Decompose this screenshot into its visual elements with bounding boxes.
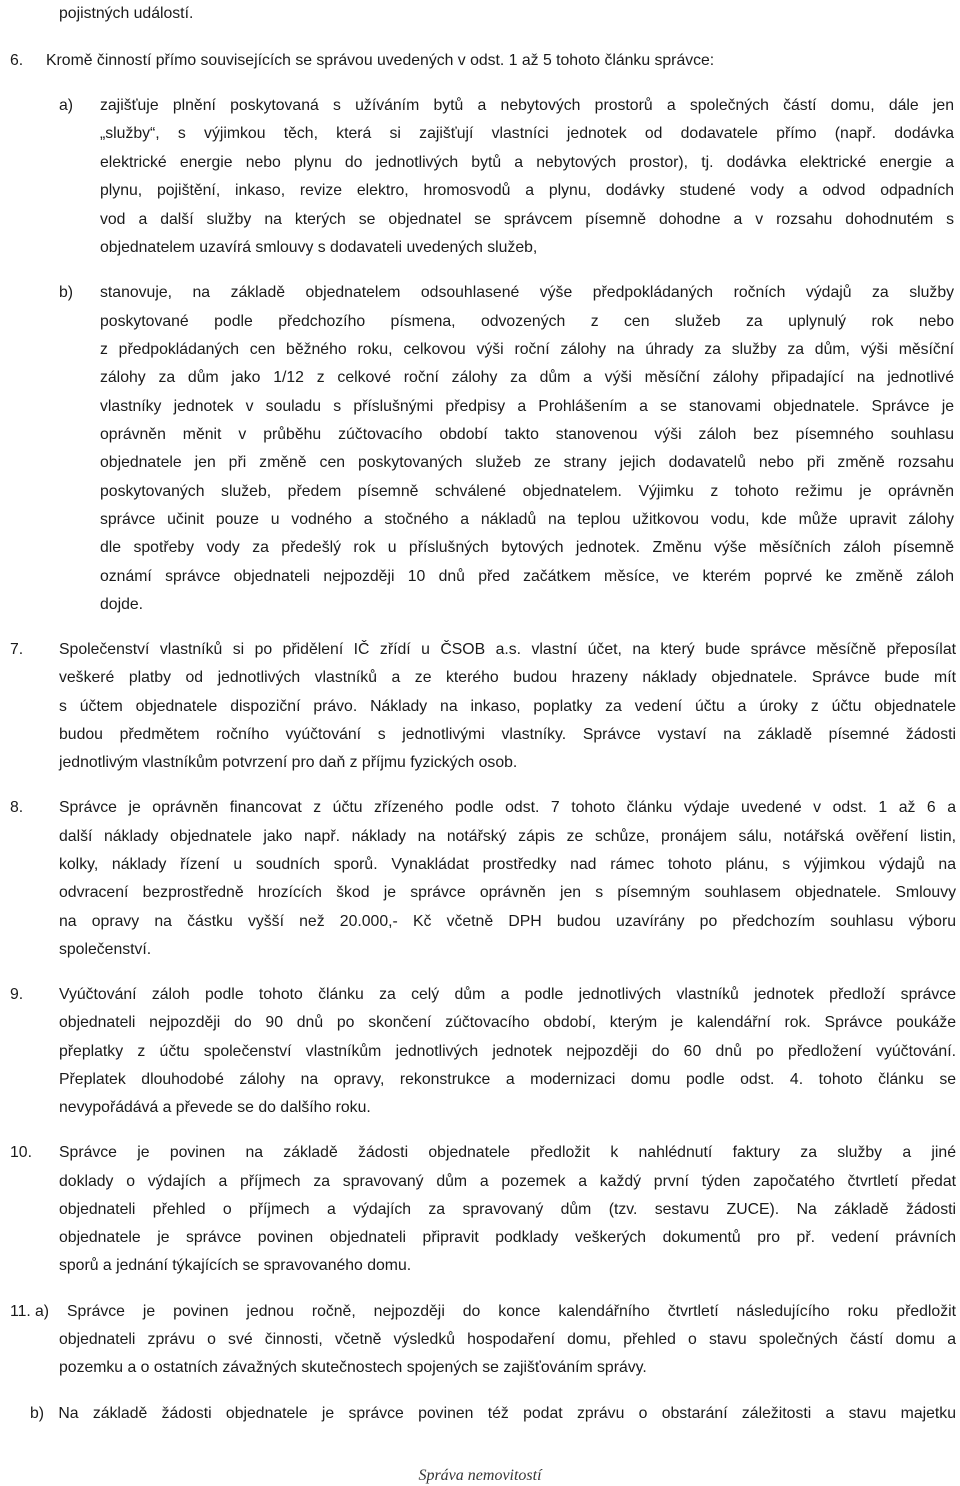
item-8-line: na opravy na částku vyšší než 20.000,- Kč včetně DPH budou uzavírány po předchozím souhlasu výboru [59,913,956,930]
item-6b-line: správce učinit pouze u vodného a stočného a nákladů na teplou užitkovou vodu, kde může upravit zálohy [100,511,954,528]
item-10-line: objednateli přehled o příjmech a výdajích za spravovaný dům (tzv. sestavu ZUCE). Na základě žádosti [59,1201,956,1218]
item-8-line: kolky, náklady řízení u soudních sporů. Vynakládat prostředky nad rámec tohoto plánu, s výjimkou výdajů na [59,856,956,873]
item-6b-line: poskytované podle předchozího písmena, odvozených z cen služeb za uplynulý rok nebo [100,313,954,330]
item-9-number: 9. [10,986,24,1003]
item-6b-letter: b) [59,284,74,301]
item-6b-line: stanovuje, na základě objednatelem odsouhlasené výše předpokládaných ročních výdajů za služby [100,284,954,301]
item-10-line: objednatele je správce povinen objednateli připravit podklady veškerých dokumentů pro př. vedení právních [59,1229,956,1246]
item-9-line: Vyúčtování záloh podle tohoto článku za celý dům a podle jednotlivých vlastníků jednotek předloží správce [59,986,956,1003]
item-8-line: odvracení bezprostředně hrozících škod je správce oprávněn jen s písemným souhlasem objednatele. Smlouvy [59,884,956,901]
item-11-number: 11. [10,1303,31,1320]
item-10-line: sporů a jednání týkajících se spravovaného domu. [59,1257,412,1274]
item-6b-line: zálohy za dům jako 1/12 z celkové roční zálohy za dům a výši měsíční zálohy připadající na jednotlivé [100,369,954,386]
item-7-number: 7. [10,641,24,658]
item-6a-line: plynu, pojištění, inkaso, revize elektro, hromosvodů a plynu, dodávky studené vody a odvod odpadních [100,182,954,199]
item-6b-line: dle spotřeby vody za předešlý rok u příslušných bytových jednotek. Změnu výše měsíčních záloh písemně [100,539,954,556]
item-11-line: objednateli zprávu o své činnosti, včetně výsledků hospodaření domu, přehled o stavu společných částí domu a [59,1331,956,1348]
item-8-number: 8. [10,799,24,816]
item-6a-line: „služby“, s výjimkou těch, která si zajišťují vlastníci jednotek od dodavatele přímo (např. dodávka [100,125,954,142]
item-6a-line: elektrické energie nebo plynu do jednotlivých bytů a nebytových prostor), tj. dodávka elektrické energie a [100,154,954,171]
item-11-line: pozemku a o ostatních závažných skutečnostech spojených se zajišťováním správy. [59,1359,647,1376]
item-7-line: veškeré platby od jednotlivých vlastníků a ze kterého budou hrazeny náklady objednatele. Správce bude mít [59,669,956,686]
item-8-line: společenství. [59,941,152,958]
item-6b-line: oznámí správce objednateli nejpozději 10 dnů před začátkem měsíce, ve kterém poprvé ke změně záloh [100,568,954,585]
item-9-line: přeplatky z účtu společenství vlastníkům jednotlivých jednotek nejpozději do 60 dnů po předložení vyúčtování. [59,1043,956,1060]
item-6a-line: objednatelem uzavírá smlouvy s dodavateli uvedených služeb, [100,239,538,256]
item-7-line: s účtem objednatele dispoziční právo. Náklady na inkaso, poplatky za vedení účtu a úroky z účtu objednatele [59,698,956,715]
intro-tail: pojistných událostí. [59,5,194,22]
item-9-line: Přeplatek dlouhodobé zálohy na opravy, rekonstrukce a modernizaci domu podle odst. 4. tohoto článku se [59,1071,956,1088]
item-6b-line: oprávněn měnit v průběhu zúčtovacího období takto stanovenou výši záloh bez písemného souhlasu [100,426,954,443]
item-6a-line: zajišťuje plnění poskytovaná s užíváním bytů a nebytových prostorů a společných částí domu, dále jen [100,97,954,114]
item-9-line: objednateli nejpozději do 90 dnů po skončení zúčtovacího období, kterým je kalendářní rok. Správce poukáže [59,1014,956,1031]
item-11-b-line: b) Na základě žádosti objednatele je správce povinen též podat zprávu o obstarání záležitosti a stavu majetku [30,1405,956,1422]
item-7-line: jednotlivým vlastníkům potvrzení pro daň z příjmu fyzických osob. [59,754,518,771]
item-8-line: Správce je oprávněn financovat z účtu zřízeného podle odst. 7 tohoto článku výdaje uvedené v odst. 1 až 6 a [59,799,956,816]
item-6b-line: dojde. [100,596,144,613]
item-6-number: 6. [10,52,24,69]
item-6b-line: objednatele jen při změně cen poskytovaných služeb ze strany jejich dodavatelů nebo při změně rozsahu [100,454,954,471]
item-10-number: 10. [10,1144,32,1161]
item-8-line: další náklady objednatele jako např. náklady na notářský zápis ze schůze, pronájem sálu, notářská ověření listin, [59,828,956,845]
item-6b-line: vlastníky jednotek v souladu s příslušnými předpisy a Prohlášením a se stanovami objednatele. Správce je [100,398,954,415]
item-7-line: Společenství vlastníků si po přidělení IČ zřídí u ČSOB a.s. vlastní účet, na který bude správce měsíčně přeposílat [59,641,956,658]
item-9-line: nevypořádává a převede se do dalšího roku. [59,1099,371,1116]
item-6-text: Kromě činností přímo souvisejících se správou uvedených v odst. 1 až 5 tohoto článku správce: [46,52,715,69]
page-footer: Správa nemovitostí [418,1467,542,1484]
item-6b-line: poskytovaných služeb, předem písemně schválené objednatelem. Výjimku z tohoto režimu je oprávněn [100,483,954,500]
item-6a-letter: a) [59,97,74,114]
item-10-line: Správce je povinen na základě žádosti objednatele předložit k nahlédnutí faktury za služby a jiné [59,1144,956,1161]
item-7-line: budou předmětem ročního vyúčtování s jednotlivými vlastníky. Správce vystaví na základě písemné žádosti [59,726,956,743]
item-10-line: doklady o výdajích a příjmech za spravovaný dům a pozemek a každý první týden započatého čtvrtletí předat [59,1173,956,1190]
item-11-line: a) Správce je povinen jednou ročně, nejpozději do konce kalendářního čtvrtletí následujícího roku předložit [35,1303,956,1320]
item-6b-line: z předpokládaných cen běžného roku, celkovou výši roční zálohy na úhrady za služby za dům, výši měsíční [100,341,954,358]
item-6a-line: vod a další služby na kterých se objednatel se správcem písemně dohodne a v rozsahu dohodnutém s [100,211,954,228]
